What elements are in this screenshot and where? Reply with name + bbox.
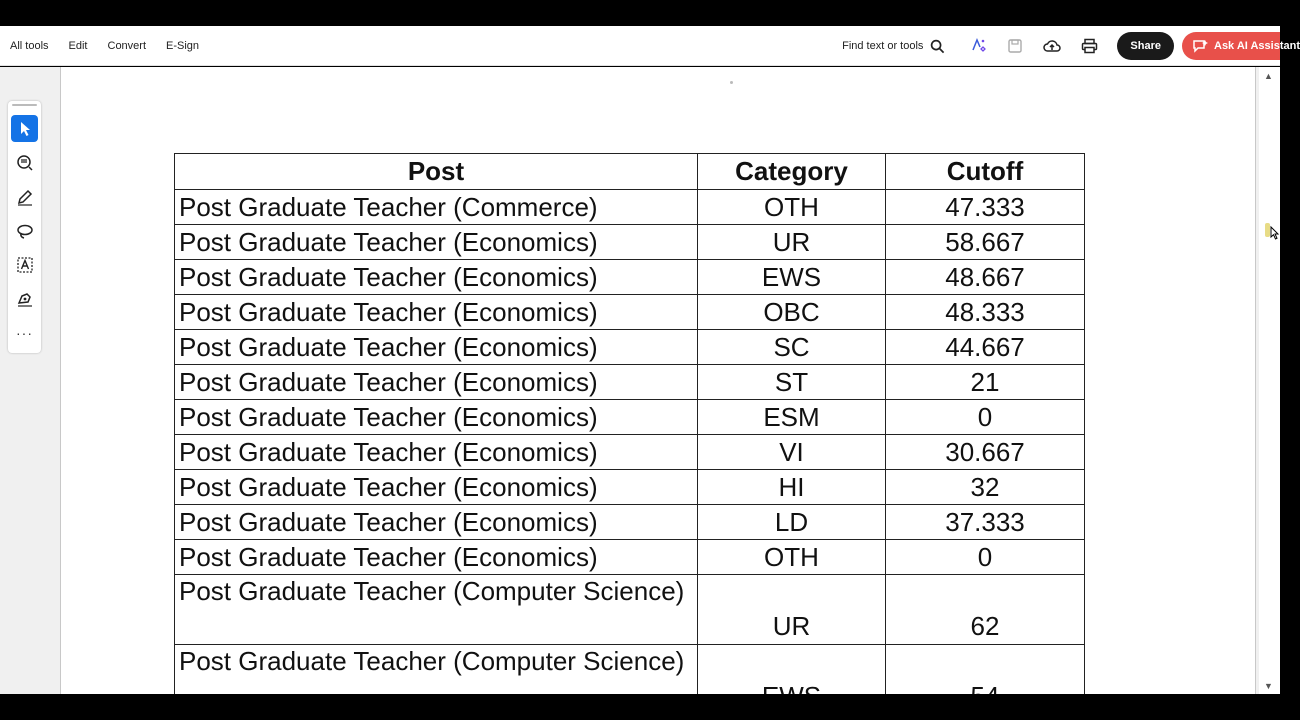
cell-category: UR	[698, 225, 886, 260]
scroll-up-arrow-icon[interactable]: ▲	[1264, 71, 1273, 81]
page-speck	[730, 81, 733, 84]
menu-convert[interactable]: Convert	[107, 39, 147, 52]
top-letterbox	[0, 0, 1280, 26]
table-row	[175, 540, 1085, 575]
table-row	[175, 470, 1085, 505]
main-menu	[10, 40, 219, 52]
vertical-scrollbar[interactable]	[1259, 67, 1280, 694]
cutoff-table	[174, 153, 1085, 715]
cell-category: VI	[698, 435, 886, 470]
lasso-draw-icon	[16, 222, 34, 240]
lasso-tool[interactable]	[11, 217, 38, 244]
table-row	[175, 260, 1085, 295]
cell-post: Post Graduate Teacher (Economics)	[175, 435, 698, 470]
cell-cutoff: 0	[886, 540, 1085, 575]
pdf-page	[60, 67, 1256, 694]
cell-category: OTH	[698, 540, 886, 575]
document-workspace	[0, 67, 1280, 694]
cell-cutoff: 0	[886, 400, 1085, 435]
cell-category: SC	[698, 330, 886, 365]
menu-all-tools[interactable]: All tools	[10, 39, 49, 52]
share-button[interactable]: Share	[1117, 32, 1174, 60]
cell-post: Post Graduate Teacher (Economics)	[175, 470, 698, 505]
panel-grip[interactable]	[12, 104, 37, 106]
cell-cutoff: 30.667	[886, 435, 1085, 470]
draw-tool[interactable]	[11, 183, 38, 210]
header-category: Category	[698, 154, 886, 190]
cell-category: EWS	[698, 260, 886, 295]
cell-cutoff: 62	[886, 575, 1085, 645]
bottom-letterbox	[0, 694, 1280, 720]
cursor-select-icon	[18, 121, 32, 137]
select-tool[interactable]	[11, 115, 38, 142]
cell-post: Post Graduate Teacher (Computer Science)	[175, 645, 698, 715]
add-comment-icon	[16, 154, 34, 172]
cell-post: Post Graduate Teacher (Economics)	[175, 260, 698, 295]
cell-cutoff: 58.667	[886, 225, 1085, 260]
cell-cutoff: 44.667	[886, 330, 1085, 365]
comment-tool[interactable]	[11, 149, 38, 176]
cell-post: Post Graduate Teacher (Economics)	[175, 225, 698, 260]
ask-ai-assistant-button[interactable]	[1182, 32, 1300, 60]
search-icon	[930, 39, 945, 54]
cell-cutoff: 21	[886, 365, 1085, 400]
print-icon[interactable]	[1078, 35, 1100, 57]
menu-e-sign[interactable]: E-Sign	[166, 39, 200, 52]
more-icon: ···	[16, 324, 33, 341]
cell-post: Post Graduate Teacher (Computer Science)	[175, 575, 698, 645]
table-row	[175, 575, 1085, 645]
top-toolbar	[0, 26, 1300, 66]
table-row	[175, 365, 1085, 400]
table-row	[175, 435, 1085, 470]
cell-cutoff: 37.333	[886, 505, 1085, 540]
cell-category: ST	[698, 365, 886, 400]
text-box-icon	[16, 256, 34, 274]
table-row	[175, 225, 1085, 260]
cell-category: ESM	[698, 400, 886, 435]
cell-cutoff: 32	[886, 470, 1085, 505]
cell-post: Post Graduate Teacher (Economics)	[175, 295, 698, 330]
cell-post: Post Graduate Teacher (Economics)	[175, 330, 698, 365]
cell-cutoff: 48.667	[886, 260, 1085, 295]
quick-tools-panel	[8, 101, 41, 353]
save-icon[interactable]	[1004, 35, 1026, 57]
cell-post: Post Graduate Teacher (Economics)	[175, 540, 698, 575]
find-text-or-tools[interactable]	[842, 39, 945, 54]
menu-edit[interactable]: Edit	[68, 39, 88, 52]
table-row	[175, 330, 1085, 365]
pencil-draw-icon	[16, 188, 34, 206]
header-cutoff: Cutoff	[886, 154, 1085, 190]
more-tools[interactable]	[11, 319, 38, 346]
table-row	[175, 400, 1085, 435]
cell-category: OBC	[698, 295, 886, 330]
table-row	[175, 505, 1085, 540]
table-header-row	[175, 154, 1085, 190]
cell-category: LD	[698, 505, 886, 540]
cell-post: Post Graduate Teacher (Commerce)	[175, 190, 698, 225]
cell-cutoff: 48.333	[886, 295, 1085, 330]
ask-ai-label: Ask AI Assistant	[1214, 40, 1300, 52]
cell-post: Post Graduate Teacher (Economics)	[175, 505, 698, 540]
sign-tool[interactable]	[11, 285, 38, 312]
toolbar-right	[842, 26, 1300, 66]
mouse-cursor-icon	[1270, 226, 1279, 240]
text-box-tool[interactable]	[11, 251, 38, 278]
cloud-upload-icon[interactable]	[1041, 35, 1063, 57]
find-label: Find text or tools	[842, 40, 924, 52]
ai-assistant-icon	[1192, 39, 1208, 54]
cell-cutoff: 47.333	[886, 190, 1085, 225]
cell-post: Post Graduate Teacher (Economics)	[175, 365, 698, 400]
table-row	[175, 295, 1085, 330]
cell-category: UR	[698, 575, 886, 645]
header-post: Post	[175, 154, 698, 190]
ai-sparkle-icon[interactable]	[967, 35, 989, 57]
cell-category: OTH	[698, 190, 886, 225]
cell-category: HI	[698, 470, 886, 505]
scroll-down-arrow-icon[interactable]: ▼	[1264, 681, 1273, 691]
table-row	[175, 190, 1085, 225]
cell-post: Post Graduate Teacher (Economics)	[175, 400, 698, 435]
pen-sign-icon	[16, 290, 34, 308]
